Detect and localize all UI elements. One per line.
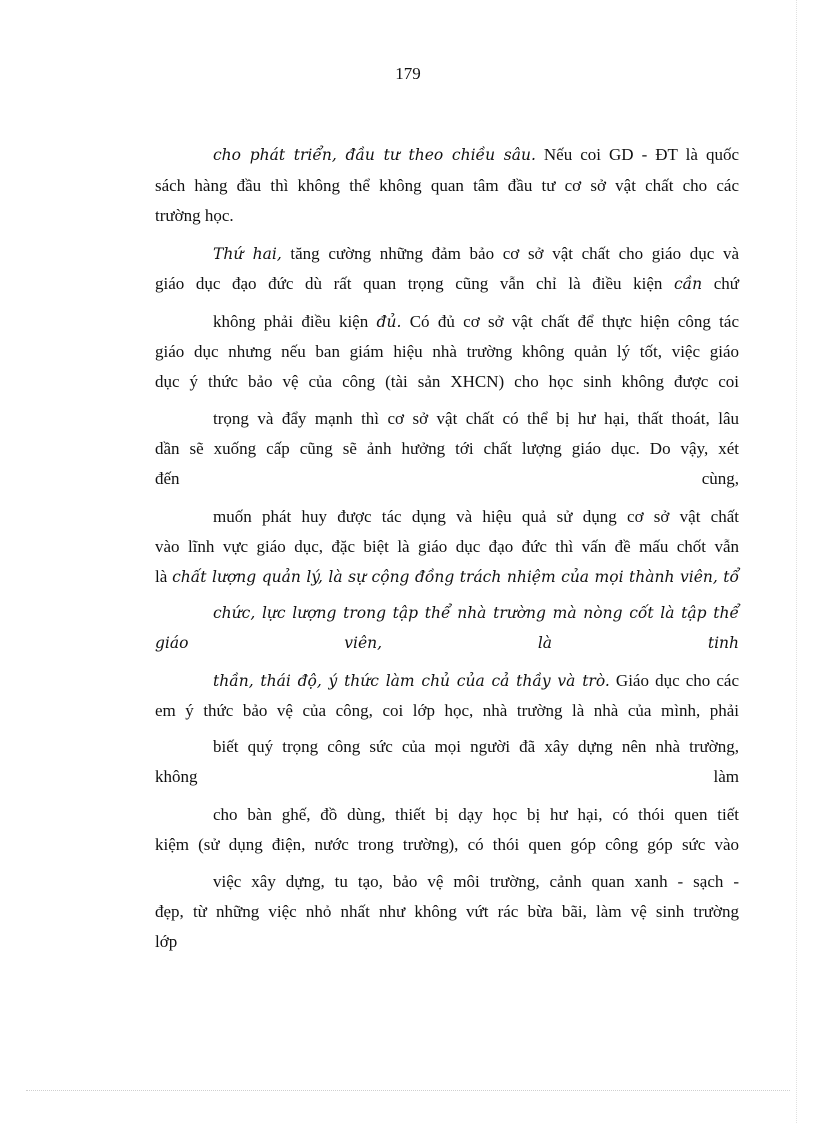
text-run: kiệm (sử dụng điện, nước trong trường), có thói quen góp công góp sức vào — [155, 835, 739, 854]
text-run: trọng và đẩy mạnh thì cơ sở vật chất có thể bị hư hại, thất thoát, lâu — [213, 409, 739, 428]
text-run: dần sẽ xuống cấp cũng sẽ ảnh hưởng tới chất lượng giáo dục. Do vậy, xét — [155, 439, 739, 458]
text-run: biết quý trọng công sức của mọi người đã xây dựng nên nhà trường, — [213, 737, 739, 756]
text-run: cho bàn ghế, đồ dùng, thiết bị dạy học bị hư hại, có thói quen tiết — [213, 805, 739, 824]
italic-text: giáo viên, là tinh — [155, 634, 739, 652]
text-line — [155, 438, 739, 460]
text-line — [213, 311, 739, 333]
text-line — [155, 273, 739, 295]
text-line — [213, 602, 739, 624]
text-run: đẹp, từ những việc nhỏ nhất như không vứt rác bừa bãi, làm vệ sinh trường — [155, 902, 739, 921]
italic-text: chất lượng quản lý, là sự cộng đồng trách nhiệm của mọi thành viên, tổ — [172, 568, 739, 586]
text-run: Nếu coi GD - ĐT là quốc — [535, 145, 739, 164]
text-line — [213, 871, 739, 893]
text-run: muốn phát huy được tác dụng và hiệu quả sử dụng cơ sở vật chất — [213, 507, 739, 526]
text-line — [155, 175, 739, 197]
text-run: không làm — [155, 767, 739, 786]
text-line — [155, 371, 739, 393]
text-run: việc xây dựng, tu tạo, bảo vệ môi trường, cảnh quan xanh - sạch - — [213, 872, 739, 891]
text-line — [213, 243, 739, 265]
text-run: em ý thức bảo vệ của công, coi lớp học, nhà trường là nhà của mình, phải — [155, 701, 739, 720]
text-run: dục ý thức bảo vệ của công (tài sản XHCN) cho học sinh không được coi — [155, 372, 739, 391]
italic-text: thần, thái độ, ý thức làm chủ của cả thầy và trò. — [213, 672, 610, 690]
text-run: giáo dục đạo đức dù rất quan trọng cũng vẫn chỉ là điều kiện — [155, 274, 674, 293]
text-line — [213, 736, 739, 758]
text-run: không phải điều kiện — [213, 312, 377, 331]
text-line — [155, 536, 739, 558]
text-line — [155, 901, 739, 923]
text-run: trường học. — [155, 206, 234, 225]
italic-text: Thứ hai, — [213, 245, 282, 263]
italic-text: chức, lực lượng trong tập thể nhà trường mà nòng cốt là tập thể — [213, 604, 739, 622]
text-line — [155, 700, 739, 722]
text-line — [155, 468, 739, 490]
text-run: Giáo dục cho các — [609, 671, 739, 690]
text-line — [213, 506, 739, 528]
text-line — [155, 341, 739, 363]
text-run: lớp — [155, 932, 178, 951]
text-line — [213, 408, 739, 430]
text-run: đến cùng, — [155, 469, 739, 488]
text-line — [155, 205, 739, 227]
italic-text: đủ. — [376, 313, 402, 331]
text-line — [155, 766, 739, 788]
text-line — [213, 804, 739, 826]
text-line — [213, 670, 739, 692]
text-line — [213, 144, 739, 166]
italic-text: cho phát triển, đầu tư theo chiều sâu. — [213, 146, 536, 164]
text-run: là — [155, 567, 173, 586]
text-run: tăng cường những đảm bảo cơ sở vật chất cho giáo dục và — [281, 244, 739, 263]
text-run: giáo dục nhưng nếu ban giám hiệu nhà trường không quản lý tốt, việc giáo — [155, 342, 739, 361]
text-run: Có đủ cơ sở vật chất để thực hiện công tác — [401, 312, 740, 331]
text-line — [155, 931, 739, 953]
text-run: chứ — [702, 274, 739, 293]
text-line — [155, 632, 739, 654]
page-number: 179 — [395, 64, 421, 83]
text-run: sách hàng đầu thì không thể không quan tâm đầu tư cơ sở vật chất cho các — [155, 176, 739, 195]
text-line — [155, 566, 739, 588]
text-line — [155, 834, 739, 856]
italic-text: cần — [673, 275, 703, 293]
footer-divider — [26, 1090, 790, 1091]
margin-divider — [796, 0, 797, 1123]
text-run: vào lĩnh vực giáo dục, đặc biệt là giáo dục đạo đức thì vấn đề mấu chốt vẫn — [155, 537, 739, 556]
